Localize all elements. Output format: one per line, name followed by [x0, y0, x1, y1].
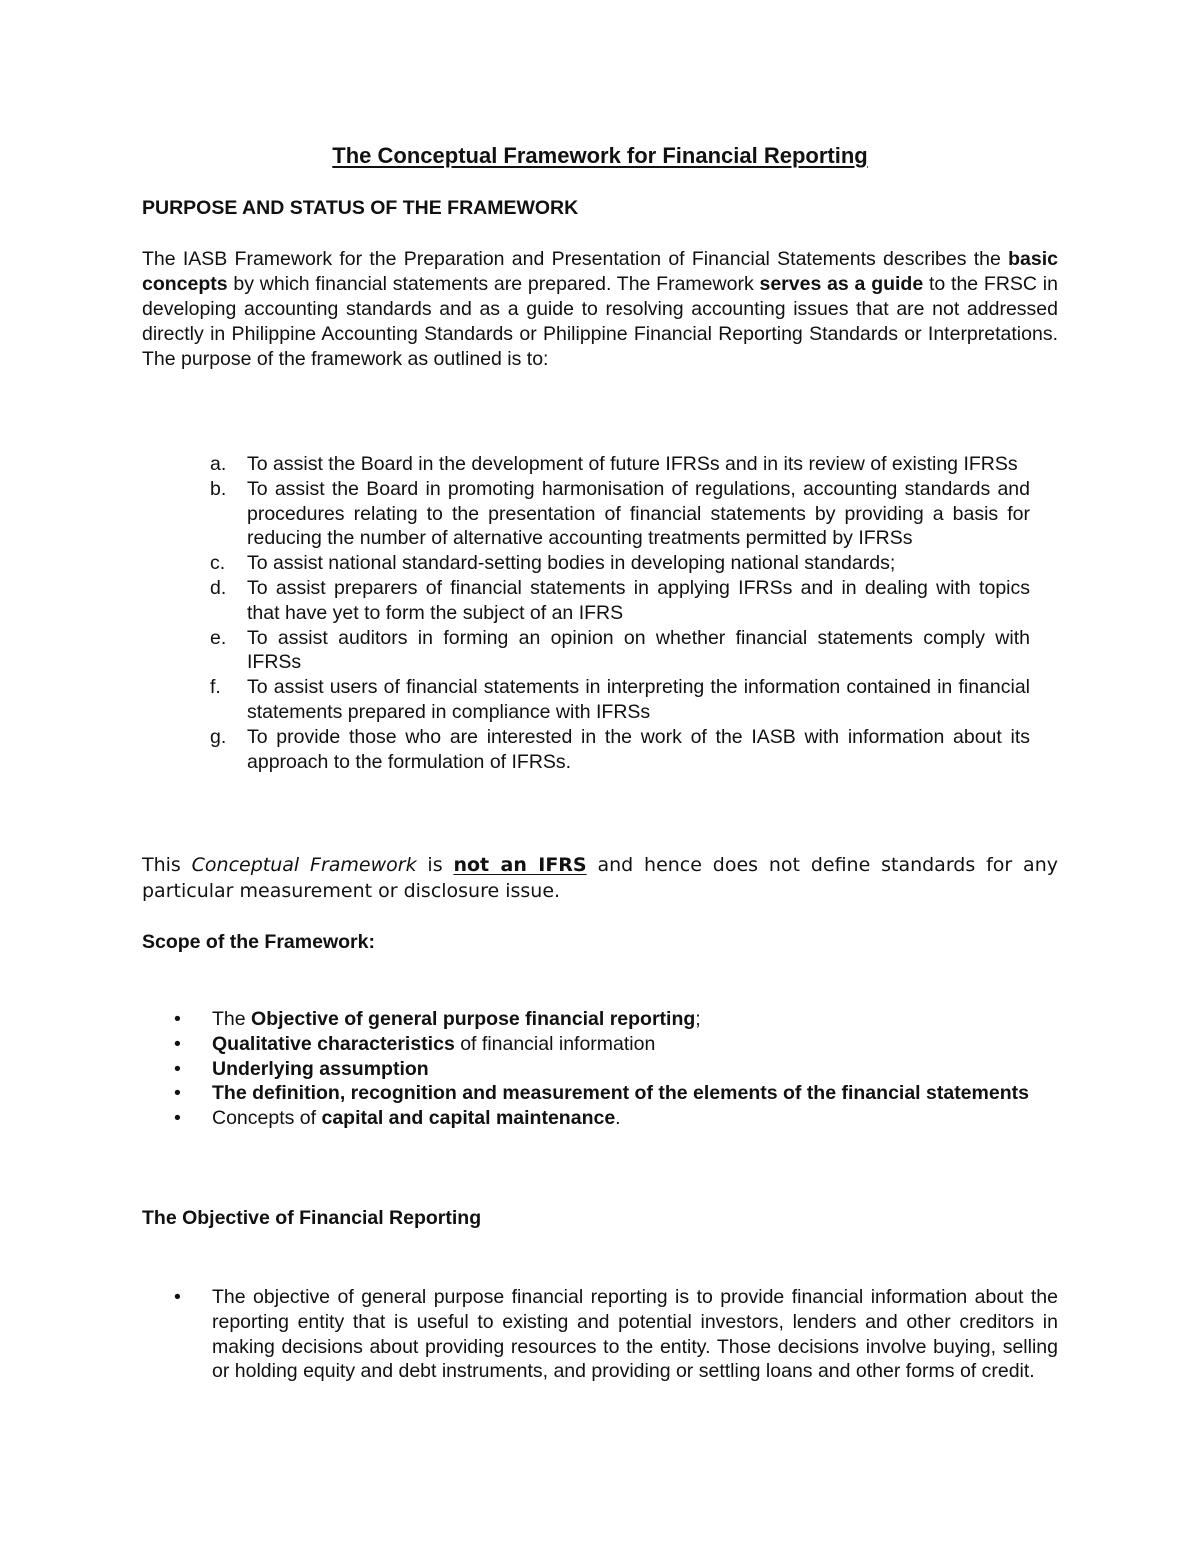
scope-list	[170, 1007, 1058, 1131]
list-marker: f.	[210, 676, 221, 699]
document-title: The Conceptual Framework for Financial Reporting	[332, 143, 868, 168]
bullet-icon: •	[174, 1286, 181, 1308]
list-item	[210, 452, 1030, 477]
note-emphasis: not an IFRS	[453, 854, 587, 876]
purpose-list	[210, 452, 1030, 774]
list-item	[170, 1007, 1058, 1032]
list-marker: d.	[210, 576, 227, 599]
list-item-text: To assist preparers of financial statements in applying IFRSs and in dealing with topics that have yet to form the subject of an IFRS	[247, 576, 1030, 624]
list-marker: g.	[210, 725, 227, 748]
list-marker: e.	[210, 626, 227, 649]
item-bold: Objective of general purpose financial reporting	[251, 1008, 696, 1030]
list-item	[210, 725, 1030, 775]
list-item	[210, 551, 1030, 576]
list-item	[170, 1057, 1058, 1082]
bullet-icon: •	[174, 1082, 181, 1105]
list-item-text: To assist auditors in forming an opinion on whether financial statements comply with IFRSs	[247, 626, 1030, 674]
item-text: The objective of general purpose financial reporting is to provide financial information about the reporting entity that is useful to existing and potential investors, lenders and other creditors in making decisions about providing resources to the entity. Those decisions involve buying, selling or holding equity and debt instruments, and providing or settling loans and other forms of credit.	[212, 1286, 1058, 1383]
objective-heading: The Objective of Financial Reporting	[142, 1207, 482, 1229]
list-item	[170, 1032, 1058, 1057]
list-item	[170, 1285, 1058, 1384]
item-bold: Qualitative characteristics	[212, 1032, 455, 1055]
list-item	[210, 675, 1030, 725]
item-bold: capital and capital maintenance	[321, 1107, 616, 1130]
item-pre: Concepts of	[212, 1107, 322, 1130]
item-post: .	[615, 1107, 621, 1130]
item-post: of financial information	[454, 1032, 656, 1055]
list-item-text: To assist national standard-setting bodies in developing national standards;	[247, 552, 896, 575]
purpose-text-3: to the FRSC in developing accounting standards and as a guide to resolving accounting issues that are not addressed directly in Philippine Accounting Standards or Philippine Financial Reporting Standards or Interpretations. The purpose of the framework as outlined is to:	[142, 273, 1058, 370]
item-pre: The	[212, 1008, 252, 1030]
item-post: ;	[695, 1008, 701, 1030]
purpose-text-1: The IASB Framework for the Preparation and Presentation of Financial Statements describes the	[142, 248, 1009, 270]
list-item	[170, 1106, 1058, 1131]
list-item-text: To assist the Board in promoting harmonisation of regulations, accounting standards and procedures relating to the presentation of financial statements by providing a basis for reducing the number of alternative accounting treatments permitted by IFRSs	[247, 477, 1030, 550]
list-item	[210, 576, 1030, 626]
bullet-icon: •	[174, 1057, 181, 1080]
note-text-2: is	[416, 854, 454, 876]
purpose-text-2: by which financial statements are prepared. The Framework	[227, 273, 760, 295]
bullet-icon: •	[174, 1008, 181, 1030]
list-item-text: To provide those who are interested in the work of the IASB with information about its approach to the formulation of IFRSs.	[247, 725, 1030, 773]
purpose-heading: PURPOSE AND STATUS OF THE FRAMEWORK	[142, 197, 579, 219]
list-item	[210, 477, 1030, 551]
list-marker: c.	[210, 552, 226, 575]
note-text-3: and hence does not define standards for any particular measurement or disclosure issue.	[142, 854, 1058, 902]
bullet-icon: •	[174, 1107, 181, 1130]
purpose-paragraph	[142, 247, 1058, 372]
list-marker: a.	[210, 453, 227, 475]
scope-heading: Scope of the Framework:	[142, 931, 375, 953]
purpose-bold-1: basic concepts	[142, 248, 1058, 295]
note-text-1: This	[142, 854, 192, 876]
list-item-text: To assist users of financial statements in interpreting the information contained in financial statements prepared in compliance with IFRSs	[247, 676, 1030, 723]
framework-note	[142, 852, 1058, 904]
item-bold: Underlying assumption	[212, 1057, 429, 1080]
objective-list	[170, 1285, 1058, 1384]
item-bold: The definition, recognition and measurement of the elements of the financial statements	[212, 1082, 1029, 1105]
list-marker: b.	[210, 477, 227, 500]
note-italic: Conceptual Framework	[191, 854, 417, 876]
purpose-bold-2: serves as a guide	[759, 273, 924, 295]
list-item	[170, 1081, 1058, 1106]
list-item	[210, 626, 1030, 676]
list-item-text: To assist the Board in the development of future IFRSs and in its review of existing IFRSs	[247, 453, 1018, 475]
bullet-icon: •	[174, 1032, 181, 1055]
